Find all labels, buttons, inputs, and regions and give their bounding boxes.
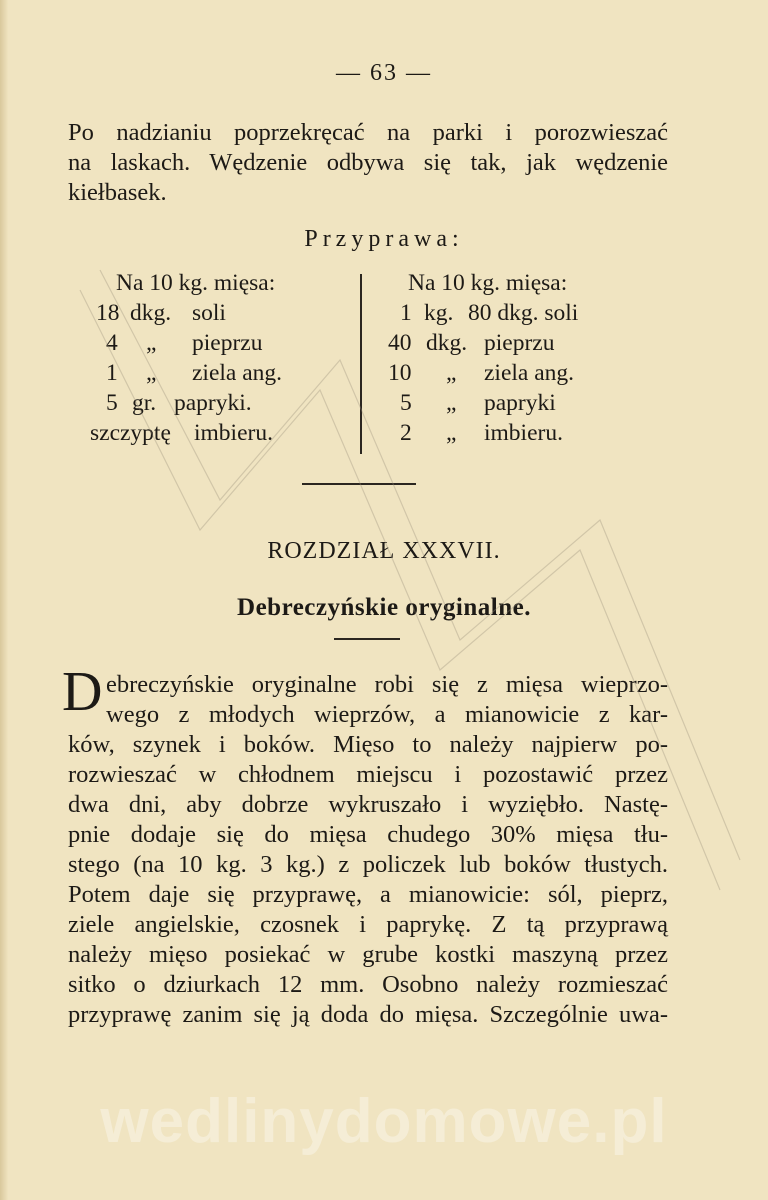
- drop-cap: D: [62, 661, 103, 723]
- spice-column-header: [70, 268, 360, 298]
- spice-qty: 10: [388, 360, 412, 386]
- page-number: — 63 —: [336, 60, 432, 86]
- spice-header-text: Na 10 kg. mięsa:: [116, 270, 276, 296]
- spice-row: [70, 328, 360, 358]
- spice-row: [380, 358, 640, 388]
- spice-qty: 1: [106, 360, 118, 386]
- spice-row: [70, 388, 360, 418]
- spice-item: imbieru.: [484, 420, 563, 446]
- intro-line: na laskach. Wędzenie odbywa się tak, jak wędzenie: [68, 149, 668, 176]
- spice-qty: 5: [400, 390, 412, 416]
- body-line: ków, szynek i boków. Mięso to należy najpierw po-: [68, 731, 668, 758]
- intro-line: kiełbasek.: [68, 179, 167, 206]
- spice-row: [70, 298, 360, 328]
- spice-qty: 2: [400, 420, 412, 446]
- body-line: wego z młodych wieprzów, a mianowicie z kar-: [106, 701, 668, 728]
- section-divider: [302, 483, 416, 485]
- spice-qty: szczyptę: [90, 420, 171, 446]
- spice-unit: „: [446, 420, 457, 446]
- body-line: sitko o dziurkach 12 mm. Osobno należy rozmieszać: [68, 971, 668, 998]
- spice-item: papryki.: [174, 390, 252, 416]
- spice-row: [380, 418, 640, 448]
- body-line: rozwieszać w chłodnem miejscu i pozostawić przez: [68, 761, 668, 788]
- spice-item: imbieru.: [194, 420, 273, 446]
- spice-column-left: [70, 268, 360, 448]
- spice-qty: 40: [388, 330, 412, 356]
- body-line: przyprawę zanim się ją doda do mięsa. Szczególnie uwa-: [68, 1001, 668, 1028]
- spice-row: [380, 298, 640, 328]
- spice-unit: „: [146, 360, 157, 386]
- spice-item: pieprzu: [484, 330, 555, 356]
- spice-unit: „: [446, 360, 457, 386]
- spice-item: ziela ang.: [484, 360, 575, 386]
- spice-row: [70, 358, 360, 388]
- spice-heading: Przyprawa:: [304, 226, 464, 252]
- spice-qty: 5: [106, 390, 118, 416]
- body-line: pnie dodaje się do mięsa chudego 30% mięsa tłu-: [68, 821, 668, 848]
- spice-header-text: Na 10 kg. mięsa:: [408, 270, 568, 296]
- spice-table: [70, 268, 630, 456]
- spice-item: ziela ang.: [192, 360, 283, 386]
- intro-paragraph: [68, 118, 668, 208]
- spice-qty: 18: [96, 300, 120, 326]
- spice-item: papryki: [484, 390, 556, 416]
- spice-unit: „: [146, 330, 157, 356]
- spice-item: soli: [192, 300, 226, 326]
- spice-unit: kg.: [424, 300, 454, 326]
- spice-column-right: [380, 268, 640, 448]
- spice-qty: 4: [106, 330, 118, 356]
- spice-unit: gr.: [132, 390, 157, 416]
- spice-item: 80 dkg. soli: [468, 300, 579, 326]
- spice-unit: dkg.: [130, 300, 172, 326]
- spice-row: [380, 388, 640, 418]
- body-line: dwa dni, aby dobrze wykruszało i wyziębło. Nastę-: [68, 791, 668, 818]
- spice-row: [70, 418, 360, 448]
- spice-column-header: [380, 268, 640, 298]
- watermark: wedlinydomowe.pl: [100, 1087, 668, 1156]
- spice-unit: „: [446, 390, 457, 416]
- spice-column-divider: [360, 274, 362, 454]
- body-line: ebreczyńskie oryginalne robi się z mięsa wieprzo-: [106, 671, 668, 698]
- body-line: ziele angielskie, czosnek i paprykę. Z tą przyprawą: [68, 911, 668, 938]
- spice-row: [380, 328, 640, 358]
- body-paragraph: [68, 670, 668, 1030]
- chapter-label: ROZDZIAŁ XXXVII.: [267, 538, 501, 564]
- spice-item: pieprzu: [192, 330, 263, 356]
- body-line: Potem daje się przyprawę, a mianowicie: sól, pieprz,: [68, 881, 668, 908]
- spice-qty: 1: [400, 300, 412, 326]
- body-line: należy mięso posiekać w grube kostki maszyną przez: [68, 941, 668, 968]
- intro-line: Po nadzianiu poprzekręcać na parki i porozwieszać: [68, 119, 668, 146]
- section-title: Debreczyńskie oryginalne.: [237, 594, 531, 621]
- body-line: stego (na 10 kg. 3 kg.) z policzek lub boków tłustych.: [68, 851, 668, 878]
- title-divider: [334, 638, 400, 640]
- spice-unit: dkg.: [426, 330, 468, 356]
